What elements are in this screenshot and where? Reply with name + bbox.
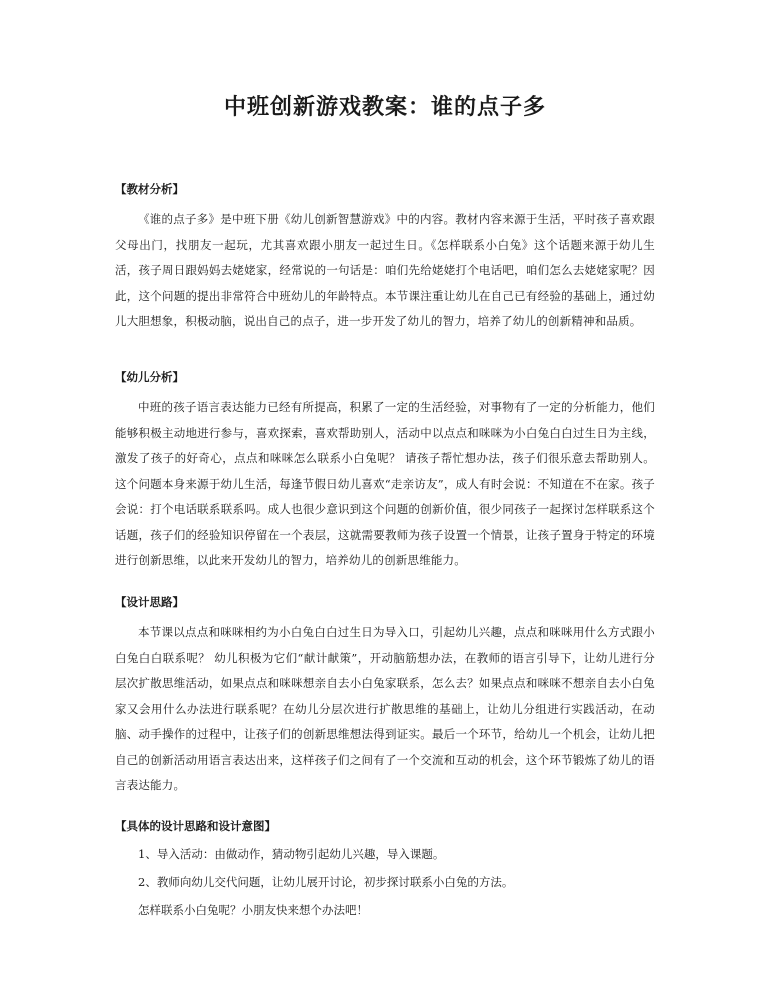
section-design-idea (115, 594, 655, 799)
list-item: 怎样联系小白兔呢？小朋友快来想个办法吧！ (138, 903, 368, 917)
list-item: 1、导入活动：由做动作，猜动物引起幼儿兴趣，导入课题。 (138, 847, 445, 861)
section-detailed-design (115, 818, 655, 924)
section-heading: 【幼儿分析】 (115, 370, 184, 384)
section-paragraph: 《谁的点子多》是中班下册《幼儿创新智慧游戏》中的内容。教材内容来源于生活，平时孩子喜欢跟父母出门，找朋友一起玩，尤其喜欢跟小朋友一起过生日。《怎样联系小白兔》这个话题来源于幼儿生活，孩子周日跟妈妈去姥姥家，经常说的一句话是：咱们先给姥姥打个电话吧，咱们怎么去姥姥家呢？因此，这个问题的提出非常符合中班幼儿的年龄特点。本节课注重让幼儿在自己已有经验的基础上，通过幼儿大胆想象，积极动脑，说出自己的点子，进一步开发了幼儿的智力，培养了幼儿的创新精神和品质。 (115, 212, 655, 328)
list-item: 2、教师向幼儿交代问题，让幼儿展开讨论，初步探讨联系小白兔的方法。 (138, 875, 514, 889)
section-heading: 【具体的设计思路和设计意图】 (115, 819, 276, 833)
section-paragraph: 本节课以点点和咪咪相约为小白兔白白过生日为导入口，引起幼儿兴趣，点点和咪咪用什么方式跟小白兔白白联系呢？ 幼儿积极为它们“献计献策”，开动脑筋想办法，在教师的语言引导下，让幼儿进行分层次扩散思维活动，如果点点和咪咪想亲自去小白兔家联系，怎么去？如果点点和咪咪不想亲自去小白兔家又会用什么办法进行联系呢？在幼儿分层次进行扩散思维的基础上，让幼儿分组进行实践活动，在动脑、动手操作的过程中，让孩子们的创新思维想法得到证实。最后一个环节，给幼儿一个机会，让幼儿把自己的创新活动用语言表达出来，这样孩子们之间有了一个交流和互动的机会，这个环节锻炼了幼儿的语言表达能力。 (115, 625, 655, 792)
section-heading: 【设计思路】 (115, 595, 184, 609)
section-paragraph: 中班的孩子语言表达能力已经有所提高，积累了一定的生活经验，对事物有了一定的分析能力，他们能够积极主动地进行参与，喜欢探索，喜欢帮助别人，活动中以点点和咪咪为小白兔白白过生日为主线，激发了孩子的好奇心，点点和咪咪怎么联系小白兔呢？ 请孩子帮忙想办法，孩子们很乐意去帮助别人。这个问题本身来源于幼儿生活，每逢节假日幼儿喜欢“走亲访友”，成人有时会说：不知道在不在家。孩子会说：打个电话联系联系吗。成人也很少意识到这个问题的创新价值，很少同孩子一起探讨怎样联系这个话题，孩子们的经验知识停留在一个表层，这就需要教师为孩子设置一个情景，让孩子置身于特定的环境进行创新思维，以此来开发幼儿的智力，培养幼儿的创新思维能力。 (115, 400, 655, 567)
section-child-analysis (115, 369, 655, 574)
document-title: 中班创新游戏教案：谁的点子多 (223, 95, 546, 120)
section-heading: 【教材分析】 (115, 182, 184, 196)
section-textbook-analysis (115, 181, 655, 335)
